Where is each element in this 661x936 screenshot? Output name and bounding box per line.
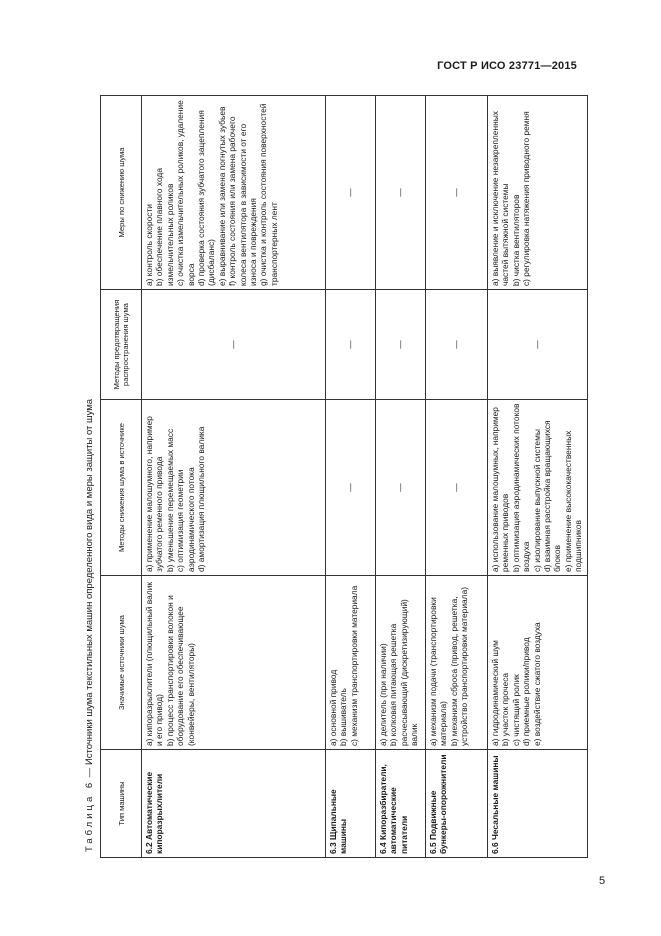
- table-header-row: [101, 96, 142, 858]
- table-row: [142, 96, 326, 858]
- table-row: [426, 96, 488, 858]
- list-item: b) механизм сброса (привод, решетка, устройство транспортировки материала): [448, 586, 470, 746]
- col-header-sources: Значимые источники шума: [101, 576, 142, 750]
- list-item: а) гидродинамический шум: [490, 640, 500, 746]
- list-item: с) регулировка натяжения приводного ремня: [521, 111, 532, 286]
- noise-sources: [326, 576, 376, 750]
- list-item: а) кипоразрыхлители (плющильный валик и его привод): [144, 581, 165, 746]
- list-item: с) оптимизация геометрии аэродинамического потока: [175, 467, 196, 572]
- list-item: b) вышиватель: [338, 688, 349, 746]
- list-item: b) чистка вентиляторов: [510, 194, 521, 286]
- noise-sources: [426, 576, 488, 750]
- source-reduction-methods: —: [426, 400, 488, 576]
- table-row: [326, 96, 376, 858]
- list-item: а) контроль скорости: [144, 204, 154, 286]
- list-item: d) проверка состояния зубчатого зацепления (дисбаланс): [196, 110, 217, 286]
- list-item: е) применение высококачественных подшипников: [562, 430, 584, 572]
- machine-type: 6.4 Кипоразбиратели, автоматические питатели: [376, 750, 426, 858]
- list-item: а) механизм подачи (транспортировки материала): [428, 597, 449, 746]
- machine-type: 6.3 Щипальные машины: [326, 750, 376, 858]
- list-item: b) оптимизация аэродинамических потоков воздуха: [510, 403, 532, 572]
- list-item: f) контроль состояния или замена рабочего колеса вентилятора в зависимости от его износа и повреждения: [227, 116, 259, 286]
- source-reduction-methods: —: [376, 400, 426, 576]
- noise-sources: [142, 576, 326, 750]
- list-item: е) выравнивание или замена погнутых зубьев: [216, 106, 227, 286]
- machine-type: 6.5 Подвижные бункеры-опорожнители: [426, 750, 488, 858]
- table-row: [488, 96, 588, 858]
- list-item: b) колковая питающая решетка расчесывающий (дискретизирующий) валик: [388, 599, 420, 746]
- noise-reduction-measures: [142, 96, 326, 290]
- caption-label: Таблица 6: [84, 779, 95, 852]
- list-item: d) взаимная расстройка вращающихся блоков: [542, 420, 563, 572]
- spread-prevention-methods: —: [488, 290, 588, 400]
- list-item: е) воздействие сжатого воздуха: [531, 622, 542, 746]
- source-reduction-methods: —: [326, 400, 376, 576]
- list-item: b) обеспечение плавного хода измельчительных роликов: [154, 168, 175, 286]
- spread-prevention-methods: —: [376, 290, 426, 400]
- source-reduction-methods: [488, 400, 588, 576]
- spread-prevention-methods: —: [326, 290, 376, 400]
- machine-type: 6.2 Автоматические кипоразрыхлители: [142, 750, 326, 858]
- noise-reduction-measures: [488, 96, 588, 290]
- col-header-measures: Меры по снижению шума: [101, 96, 142, 290]
- machine-type: 6.6 Чесальные машины: [488, 750, 588, 858]
- list-item: с) очистка измельчительных роликов, удаление ворса: [175, 100, 196, 286]
- spread-prevention-methods: —: [426, 290, 488, 400]
- list-item: b) участок прочеса: [500, 672, 511, 746]
- list-item: b) уменьшение перемещаемых масс: [164, 428, 175, 572]
- noise-reduction-measures: —: [376, 96, 426, 290]
- list-item: а) делитель (при наличии): [378, 643, 388, 746]
- noise-reduction-measures: —: [426, 96, 488, 290]
- source-reduction-methods: [142, 400, 326, 576]
- list-item: g) очистка и контроль состояния поверхностей транспортерных лент: [258, 103, 279, 286]
- list-item: с) изолирование выпускной системы: [531, 429, 542, 572]
- col-header-reduce-source: Методы снижения шума в источнике: [101, 400, 142, 576]
- list-item: d) приемные ролики/привод: [521, 637, 532, 746]
- list-item: а) основной привод: [328, 669, 338, 746]
- noise-sources: [488, 576, 588, 750]
- list-item: а) выявление и исключение незакрепленных частей вытяжной системы: [490, 111, 511, 286]
- list-item: с) чистящий ролик: [510, 674, 521, 746]
- list-item: с) механизм транспортировки материала: [348, 585, 359, 746]
- noise-sources: [376, 576, 426, 750]
- list-item: b) процесс транспортировки волокон и оборудование его обеспечивающее (конвейеры, вентиляторы): [164, 595, 196, 746]
- table-caption: [84, 399, 95, 852]
- caption-text: — Источники шума текстильных машин определенного вида и меры защиты от шума: [84, 398, 95, 780]
- list-item: d) амортизация плющильного валика: [196, 426, 207, 572]
- noise-reduction-measures: —: [326, 96, 376, 290]
- list-item: а) использование малошумных, например ременных приводов: [490, 407, 511, 572]
- standard-header: ГОСТ Р ИСО 23771—2015: [437, 60, 577, 72]
- table-row: [376, 96, 426, 858]
- col-header-prevent-spread: Методы предотвращения распространения шума: [101, 290, 142, 400]
- noise-table: [100, 95, 588, 858]
- page-number: 5: [599, 875, 606, 887]
- rotated-table-block: [84, 96, 590, 858]
- spread-prevention-methods: —: [142, 290, 326, 400]
- col-header-type: Тип машины: [101, 750, 142, 858]
- list-item: а) применение малошумного, например зубчатого ременного привода: [144, 416, 165, 572]
